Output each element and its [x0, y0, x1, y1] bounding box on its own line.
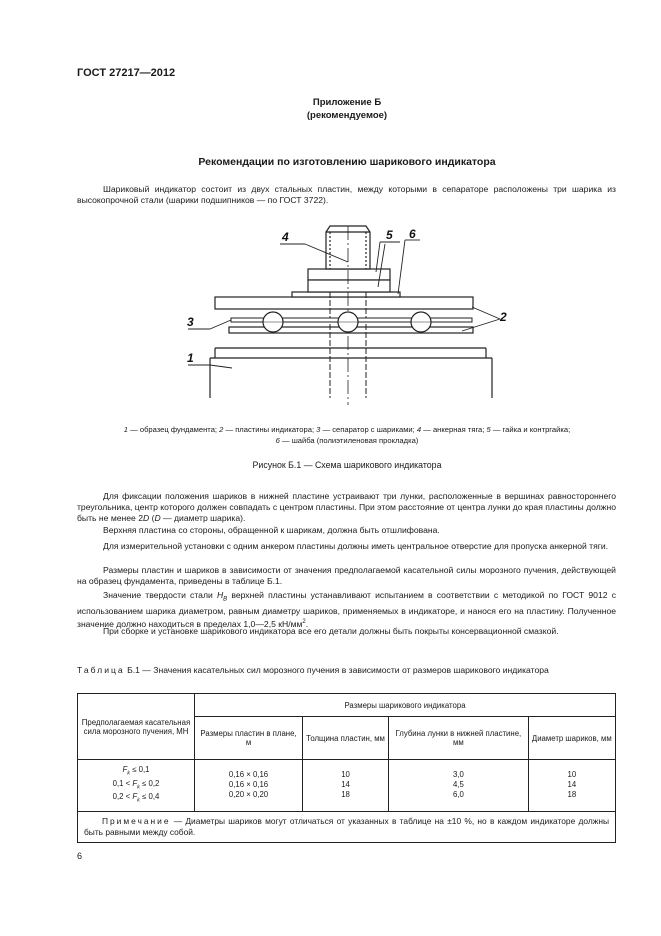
table-note: Примечание — Диаметры шариков могут отличаться от указанных в таблице на ±10 %, но в каждом индикаторе должны быть равными между собой. — [78, 811, 616, 842]
intro-paragraph: Шариковый индикатор состоит из двух стальных пластин, между которыми в сепараторе расположены три шарика из высокопрочной стали (шарики подшипников — по ГОСТ 3722). — [77, 184, 616, 206]
callout-3: 3 — [187, 315, 194, 329]
table-header-group: Размеры шарикового индикатора — [195, 694, 616, 717]
paragraph-anchor-hole: Для измерительной установки с одним анкером пластины должны иметь центральное отверстие для пропуска анкерной тяги. — [103, 541, 609, 551]
callout-2: 2 — [500, 310, 507, 324]
figure-caption: Рисунок Б.1 — Схема шарикового индикатора — [252, 460, 442, 470]
table-header-plan: Размеры пластин в плане, м — [195, 717, 303, 760]
table-cell-thickness: 10 14 18 — [303, 760, 389, 812]
table-cell-depth: 3,0 4,5 6,0 — [389, 760, 529, 812]
section-title: Рекомендации по изготовлению шарикового индикатора — [198, 156, 496, 168]
annex-status: (рекомендуемое) — [306, 110, 388, 121]
table-ball-indicator — [77, 693, 616, 843]
lock-nut — [308, 269, 390, 280]
paragraph-hardness: Значение твердости стали $H_B$ верхней пластины устанавливают испытанием в соответствии с методикой по ГОСТ 9012 с использованием шарика диаметром, равным диаметру шариков, применяемых в индикаторе, и нанося его на пластину. Полученное значение должно находиться в пределах 1,0—2,5 $кН/мм^2$. — [77, 590, 616, 629]
table-caption: Таблица Б.1 — Значения касательных сил морозного пучения в зависимости от размеров шарикового индикатора — [77, 665, 549, 675]
figure-legend — [77, 424, 617, 446]
table-header-depth: Глубина лунки в нижней пластине, мм — [389, 717, 529, 760]
table-cell-diameter: 10 14 18 — [528, 760, 615, 812]
table-header-thickness: Толщина пластин, мм — [303, 717, 389, 760]
page-number: 6 — [77, 851, 83, 861]
callout-4: 4 — [282, 230, 289, 244]
paragraph-wells: Для фиксации положения шариков в нижней пластине устраивают три лунки, расположенные в вершинах равностороннего треугольника, центр которого должен совпадать с центром пластины. При этом расстояние от центра лунки до края пластины должно быть не менее 2D (D — диаметр шарика). — [77, 491, 616, 524]
table-header-diameter: Диаметр шариков, мм — [528, 717, 615, 760]
table-cell-plan: 0,16 × 0,16 0,16 × 0,16 0,20 × 0,20 — [195, 760, 303, 812]
washer — [292, 292, 400, 297]
paragraph-dimensions: Размеры пластин и шариков в зависимости от значения предполагаемой касательной силы морозного пучения, действующей на образец фундамента, приведены в таблице Б.1. — [77, 565, 616, 587]
table-cell-force: $F_k \le 0,1$ $0,1 < F_k \le 0,2$ $0,2 < F_k \le 0,4$ — [78, 760, 195, 812]
callout-5: 5 — [386, 228, 393, 242]
paragraph-upper-plate: Верхняя пластина со стороны, обращенной к шарикам, должна быть отшлифована. — [103, 525, 440, 535]
annex-title: Приложение Б — [312, 97, 382, 108]
nut — [308, 280, 390, 292]
foundation-sample — [210, 348, 492, 398]
upper-plate — [215, 297, 473, 309]
table-body — [78, 760, 616, 812]
paragraph-assembly: При сборке и установке шарикового индикатора все его детали должны быть покрыты консервационной смазкой. — [103, 626, 559, 636]
callout-1: 1 — [187, 351, 194, 365]
table-header-force: Предполагаемая касательная сила морозного пучения, МН — [78, 694, 195, 760]
document-number: ГОСТ 27217—2012 — [77, 67, 176, 79]
callout-6: 6 — [409, 227, 416, 241]
legend-line-2: 6 — шайба (полиэтиленовая прокладка) — [275, 436, 419, 445]
legend-line-1: 1 — образец фундамента; 2 — пластины индикатора; 3 — сепаратор с шариками; 4 — анкерная тяга; 5 — гайка и контргайка; — [123, 425, 571, 434]
